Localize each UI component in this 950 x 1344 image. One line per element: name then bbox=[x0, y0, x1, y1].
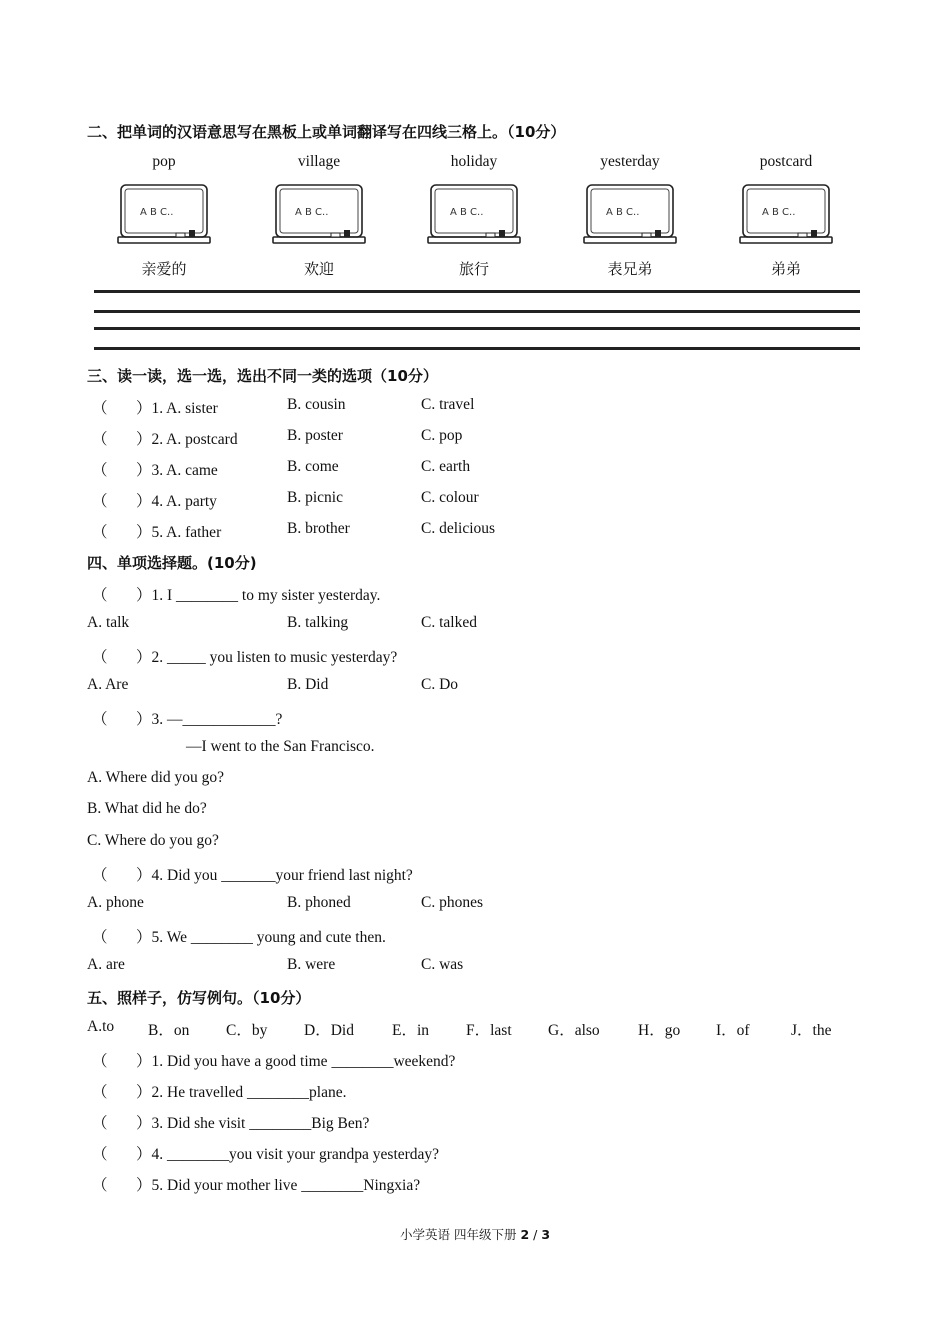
question-stem: ）2. _____ you listen to music yesterday? bbox=[136, 649, 398, 666]
word-bank-option: H．go bbox=[638, 1022, 681, 1039]
grid-line bbox=[94, 347, 860, 350]
answer-blank[interactable]: （ bbox=[92, 587, 108, 604]
blackboard-icon bbox=[271, 182, 367, 248]
question-stem: ）1. I ________ to my sister yesterday. bbox=[136, 587, 381, 604]
option-b: B. Did bbox=[287, 676, 329, 693]
chinese-word-2: 欢迎 bbox=[303, 260, 334, 278]
answer-blank[interactable]: （ bbox=[92, 462, 108, 479]
word-bank-option: G．also bbox=[548, 1022, 600, 1039]
word-bank-option: E．in bbox=[392, 1022, 430, 1039]
option-c: C. Where do you go? bbox=[87, 832, 219, 849]
option-b: B. were bbox=[287, 956, 336, 973]
answer-blank[interactable]: （ bbox=[92, 649, 108, 666]
chinese-word-1: 亲爱的 bbox=[141, 260, 187, 278]
question-stem: ）5. We ________ young and cute then. bbox=[136, 929, 386, 946]
word-bank-option: F．last bbox=[466, 1022, 512, 1039]
option-b: B. What did he do? bbox=[87, 800, 207, 817]
answer-blank[interactable]: （ bbox=[92, 493, 108, 510]
board-text: A B C.. bbox=[295, 207, 329, 218]
blackboard-icon bbox=[426, 182, 522, 248]
question-stem: ）5. A. father bbox=[136, 524, 222, 541]
page-total: 3 bbox=[541, 1227, 551, 1242]
answer-blank[interactable]: （ bbox=[92, 1146, 108, 1163]
word-bank-option: D．Did bbox=[304, 1022, 354, 1039]
option-b: B. talking bbox=[287, 614, 349, 631]
question-stem: ）4. A. party bbox=[136, 493, 217, 510]
option-c: C. Do bbox=[421, 676, 459, 693]
section2-header: 二、把单词的汉语意思写在黑板上或单词翻译写在四线三格上。（10分） bbox=[87, 123, 566, 141]
blackboard-icon bbox=[582, 182, 678, 248]
answer-blank[interactable]: （ bbox=[92, 431, 108, 448]
word-3: holiday bbox=[450, 153, 498, 170]
option-a: A. are bbox=[87, 956, 125, 973]
option-b: B. brother bbox=[287, 520, 350, 537]
option-a: A. phone bbox=[87, 894, 144, 911]
word-bank-option: J．the bbox=[791, 1022, 832, 1039]
board-text: A B C.. bbox=[606, 207, 640, 218]
grid-line bbox=[94, 290, 860, 293]
question-stem: ）1. A. sister bbox=[136, 400, 218, 417]
section5-header: 五、照样子，仿写例句。（10分） bbox=[87, 989, 311, 1007]
option-c: C. was bbox=[421, 956, 464, 973]
answer-blank[interactable]: （ bbox=[92, 929, 108, 946]
word-4: yesterday bbox=[600, 153, 660, 170]
word-1: pop bbox=[152, 153, 176, 170]
word-bank-option: C．by bbox=[226, 1022, 268, 1039]
question-stem: ）3. Did she visit ________Big Ben? bbox=[136, 1115, 370, 1132]
answer-blank[interactable]: （ bbox=[92, 711, 108, 728]
answer-blank[interactable]: （ bbox=[92, 1115, 108, 1132]
question-stem: ）4. Did you _______your friend last night? bbox=[136, 867, 413, 884]
question-stem: ）2. He travelled ________plane. bbox=[136, 1084, 347, 1101]
word-2: village bbox=[297, 153, 341, 170]
option-b: B. phoned bbox=[287, 894, 351, 911]
grid-line bbox=[94, 310, 860, 313]
page-number: 2 bbox=[520, 1227, 530, 1242]
option-b: B. picnic bbox=[287, 489, 343, 506]
page-footer bbox=[0, 1225, 950, 1243]
question-stem: ）2. A. postcard bbox=[136, 431, 238, 448]
word-bank-option: B．on bbox=[148, 1022, 190, 1039]
section3-header: 三、读一读，选一选，选出不同一类的选项（10分） bbox=[87, 367, 438, 385]
footer-title: 小学英语 四年级下册 bbox=[399, 1227, 521, 1242]
option-c: C. phones bbox=[421, 894, 483, 911]
dialogue-answer: —I went to the San Francisco. bbox=[186, 738, 375, 755]
blackboard-icon bbox=[116, 182, 212, 248]
option-a: A. Where did you go? bbox=[87, 769, 225, 786]
board-text: A B C.. bbox=[450, 207, 484, 218]
answer-blank[interactable]: （ bbox=[92, 400, 108, 417]
answer-blank[interactable]: （ bbox=[92, 524, 108, 541]
chinese-word-5: 弟弟 bbox=[770, 260, 801, 278]
option-a: A. Are bbox=[87, 676, 129, 693]
question-stem: ）3. —____________? bbox=[136, 711, 283, 728]
grid-line bbox=[94, 327, 860, 330]
page-separator: / bbox=[529, 1227, 542, 1242]
option-b: B. cousin bbox=[287, 396, 346, 413]
word-bank-option: I．of bbox=[716, 1022, 750, 1039]
answer-blank[interactable]: （ bbox=[92, 1053, 108, 1070]
chinese-word-3: 旅行 bbox=[458, 260, 489, 278]
option-b: B. poster bbox=[287, 427, 343, 444]
board-text: A B C.. bbox=[762, 207, 796, 218]
option-c: C. earth bbox=[421, 458, 471, 475]
option-b: B. come bbox=[287, 458, 339, 475]
question-stem: ）1. Did you have a good time ________weekend? bbox=[136, 1053, 456, 1070]
word-5: postcard bbox=[759, 153, 813, 170]
question-stem: ）3. A. came bbox=[136, 462, 218, 479]
option-c: C. talked bbox=[421, 614, 477, 631]
question-stem: ）5. Did your mother live ________Ningxia? bbox=[136, 1177, 421, 1194]
blackboard-icon bbox=[738, 182, 834, 248]
option-c: C. colour bbox=[421, 489, 479, 506]
option-c: C. travel bbox=[421, 396, 475, 413]
answer-blank[interactable]: （ bbox=[92, 1177, 108, 1194]
word-bank-option: A.to bbox=[87, 1018, 115, 1035]
option-c: C. pop bbox=[421, 427, 463, 444]
question-stem: ）4. ________you visit your grandpa yesterday? bbox=[136, 1146, 440, 1163]
answer-blank[interactable]: （ bbox=[92, 867, 108, 884]
section4-header: 四、单项选择题。(10分) bbox=[87, 554, 257, 572]
option-a: A. talk bbox=[87, 614, 130, 631]
board-text: A B C.. bbox=[140, 207, 174, 218]
option-c: C. delicious bbox=[421, 520, 496, 537]
chinese-word-4: 表兄弟 bbox=[607, 260, 653, 278]
answer-blank[interactable]: （ bbox=[92, 1084, 108, 1101]
